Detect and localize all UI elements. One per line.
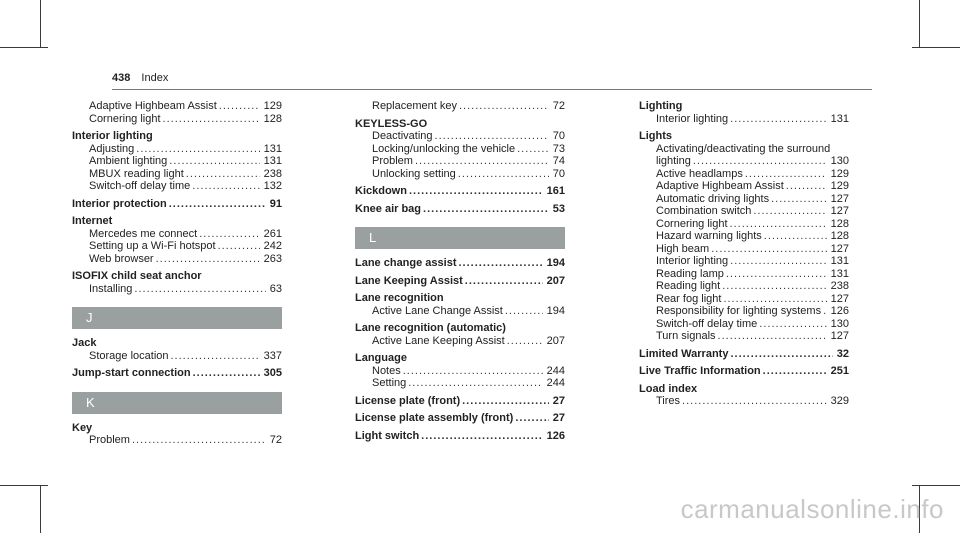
index-entry[interactable]: Switch-off delay time ..... 130	[639, 318, 849, 331]
index-entry[interactable]: Switch-off delay time ..... 132	[72, 180, 282, 193]
index-entry[interactable]: Unlocking setting ..... 70	[355, 168, 565, 181]
index-heading: Load index	[639, 382, 698, 395]
index-heading: KEYLESS-GO	[355, 117, 428, 130]
crop-mark	[0, 485, 48, 486]
index-entry[interactable]: Cornering light ..... 128	[639, 218, 849, 231]
index-entry[interactable]: Setting ..... 244	[355, 377, 565, 390]
index-entry[interactable]: Reading lamp ..... 131	[639, 268, 849, 281]
index-heading: Key	[72, 421, 93, 434]
index-heading: Jack	[72, 337, 97, 349]
index-entry[interactable]: Hazard warning lights ..... 128	[639, 230, 849, 243]
index-heading: Lane recognition	[355, 292, 444, 304]
index-heading-entry[interactable]: Kickdown ..... 161	[355, 185, 565, 198]
index-entry-wrapped[interactable]: Activating/deactivating the surround	[656, 142, 831, 155]
index-entry[interactable]: Adaptive Highbeam Assist ..... 129	[72, 100, 282, 113]
index-entry[interactable]: Ambient lighting ..... 131	[72, 155, 282, 168]
index-entry[interactable]: Problem ..... 72	[72, 434, 282, 447]
index-entry[interactable]: Rear fog light ..... 127	[639, 293, 849, 306]
index-entry[interactable]: High beam ..... 127	[639, 243, 849, 256]
index-heading-entry[interactable]: Knee air bag ..... 53	[355, 203, 565, 216]
index-entry[interactable]: Combination switch ..... 127	[639, 205, 849, 218]
index-heading-entry[interactable]: Lane Keeping Assist ..... 207	[355, 275, 565, 288]
index-heading-entry[interactable]: Lane change assist ..... 194	[355, 257, 565, 270]
index-entry[interactable]: Problem ..... 74	[355, 155, 565, 168]
index-heading-entry[interactable]: Limited Warranty ..... 32	[639, 348, 849, 361]
index-entry[interactable]: MBUX reading light ..... 238	[72, 168, 282, 181]
index-heading-entry[interactable]: Live Traffic Information ..... 251	[639, 365, 849, 378]
crop-mark	[912, 485, 960, 486]
index-entry[interactable]: Active Lane Change Assist ..... 194	[355, 305, 565, 318]
section-title: Index	[141, 72, 169, 84]
index-entry[interactable]: Turn signals ..... 127	[639, 330, 849, 343]
index-entry[interactable]: Interior lighting ..... 131	[639, 113, 849, 126]
index-entry[interactable]: Active headlamps ..... 129	[639, 168, 849, 181]
index-heading-entry[interactable]: Jump-start connection ..... 305	[72, 367, 282, 380]
index-column-3	[639, 100, 849, 408]
index-heading-entry[interactable]: Light switch ..... 126	[355, 430, 565, 443]
index-entry[interactable]: Adaptive Highbeam Assist ..... 129	[639, 180, 849, 193]
index-heading: Internet	[72, 215, 113, 227]
index-entry[interactable]: Automatic driving lights ..... 127	[639, 193, 849, 206]
index-heading: ISOFIX child seat anchor	[72, 270, 202, 282]
index-entry[interactable]: Active Lane Keeping Assist ..... 207	[355, 335, 565, 348]
index-entry[interactable]: lighting ..... 130	[639, 155, 849, 168]
watermark: carmanualsonline.info	[680, 494, 944, 524]
index-entry[interactable]: Cornering light ..... 128	[72, 113, 282, 126]
index-heading: Language	[355, 352, 407, 364]
index-entry[interactable]: Web browser ..... 263	[72, 253, 282, 266]
index-heading: Lights	[639, 130, 672, 142]
page-header	[112, 72, 168, 84]
index-entry[interactable]: Tires ..... 329	[639, 395, 849, 408]
index-entry[interactable]: Replacement key ..... 72	[355, 100, 565, 113]
index-entry[interactable]: Storage location ..... 337	[72, 350, 282, 363]
header-divider	[112, 89, 872, 90]
index-entry[interactable]: Adjusting ..... 131	[72, 143, 282, 156]
crop-mark	[0, 47, 48, 48]
letter-band-l: L	[355, 227, 565, 249]
index-entry[interactable]: Notes ..... 244	[355, 365, 565, 378]
index-entry[interactable]: Installing ..... 63	[72, 283, 282, 296]
index-heading-entry[interactable]: License plate (front) ..... 27	[355, 395, 565, 408]
index-heading: Lane recognition (automatic)	[355, 322, 506, 334]
index-column-2	[355, 100, 565, 442]
crop-mark	[919, 0, 920, 48]
crop-mark	[40, 0, 41, 48]
index-entry[interactable]: Setting up a Wi-Fi hotspot ..... 242	[72, 240, 282, 253]
crop-mark	[40, 485, 41, 533]
index-entry[interactable]: Responsibility for lighting systems ..... 126	[639, 305, 849, 318]
index-heading: Lighting	[639, 100, 683, 112]
index-entry[interactable]: Reading light ..... 238	[639, 280, 849, 293]
index-heading-entry[interactable]: Interior protection ..... 91	[72, 198, 282, 211]
index-entry[interactable]: Mercedes me connect ..... 261	[72, 228, 282, 241]
letter-band-k: K	[72, 392, 282, 414]
letter-band-j: J	[72, 307, 282, 329]
index-heading: Interior lighting	[72, 130, 153, 142]
index-heading-entry[interactable]: License plate assembly (front) ..... 27	[355, 412, 565, 425]
index-entry[interactable]: Deactivating ..... 70	[355, 130, 565, 143]
index-entry[interactable]: Locking/unlocking the vehicle ..... 73	[355, 143, 565, 156]
page-number: 438	[112, 72, 131, 84]
crop-mark	[912, 47, 960, 48]
index-column-1	[72, 100, 282, 447]
index-entry[interactable]: Interior lighting ..... 131	[639, 255, 849, 268]
